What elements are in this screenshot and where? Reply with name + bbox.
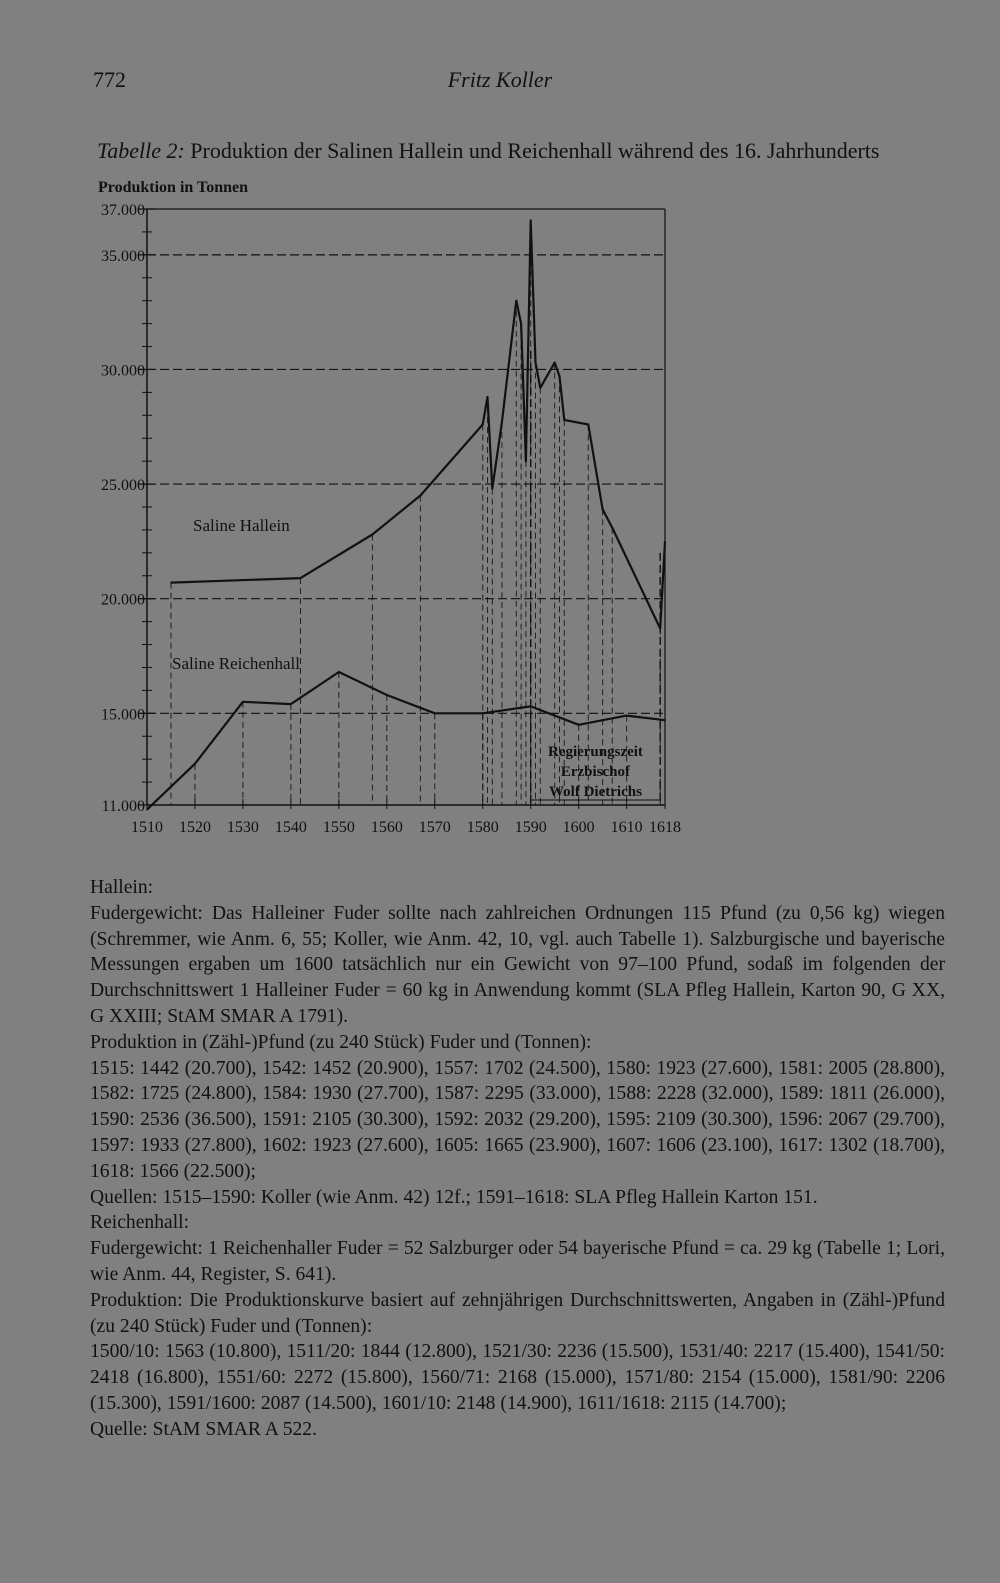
data-point-hallein — [602, 508, 604, 510]
data-point-reichenhall — [194, 763, 196, 765]
data-point-reichenhall — [386, 694, 388, 696]
section-heading: Hallein: — [90, 877, 154, 898]
reign-annotation: Wolf Dietrichs — [549, 784, 642, 800]
data-point-hallein — [300, 577, 302, 579]
section-heading: Reichenhall: — [90, 1212, 190, 1234]
data-point-hallein — [170, 582, 172, 584]
series-label-hallein: Saline Hallein — [193, 516, 290, 535]
data-point-hallein — [554, 362, 556, 364]
data-point-hallein — [492, 488, 494, 490]
reign-annotation: Regierungszeit — [547, 744, 643, 760]
data-point-reichenhall — [626, 715, 628, 717]
paragraph: Quelle: StAM SMAR A 522. — [90, 1418, 317, 1440]
y-tick-label: 11.000 — [101, 798, 145, 815]
x-tick-label: 1580 — [466, 819, 499, 836]
data-point-reichenhall — [146, 809, 148, 811]
data-point-reichenhall — [242, 701, 244, 703]
caption-label: Tabelle 2: — [97, 138, 185, 163]
x-tick-label: 1590 — [514, 819, 547, 836]
reign-annotation: Erzbischof — [560, 764, 631, 780]
paragraph: Fudergewicht: Das Halleiner Fuder sollte nach zahlreichen Ordnungen 115 Pfund (zu 0,56 kg) wiegen (Schremmer, wie Anm. 6, 55; Koller, wie Anm. 42, 10, vgl. auch Tabelle 1). Salzburgische und bayerische Messungen ergaben um 1600 tatsächlich nur ein Gewicht von 97–100 Pfund, sodaß im folgenden der Durchschnittswert 1 Halleiner Fuder = 60 kg in Anwendung kommt (SLA Pfleg Hallein, Karton 90, G XX, G XXIII; StAM SMAR A 1791). — [90, 902, 945, 1027]
data-point-hallein — [535, 362, 537, 364]
data-point-hallein — [611, 527, 613, 529]
data-point-reichenhall — [664, 719, 666, 721]
data-point-reichenhall — [578, 724, 580, 726]
data-point-reichenhall — [290, 703, 292, 705]
body-text — [90, 875, 945, 1443]
data-point-hallein — [516, 300, 518, 302]
data-point-hallein — [420, 495, 422, 497]
x-tick-label: 1600 — [562, 819, 595, 836]
y-tick-label: 35.000 — [101, 247, 145, 265]
data-point-hallein — [530, 220, 532, 222]
x-tick-label: 1510 — [131, 819, 163, 836]
x-tick-label: 1618 — [649, 819, 681, 836]
data-point-hallein — [487, 396, 489, 398]
data-point-hallein — [664, 541, 666, 543]
series-label-reichenhall: Saline Reichenhall — [172, 654, 300, 673]
data-point-hallein — [520, 323, 522, 325]
y-tick-label: 30.000 — [101, 362, 145, 380]
data-point-reichenhall — [434, 713, 436, 715]
caption-text: Produktion der Salinen Hallein und Reichenhall während des 16. Jahrhunderts — [190, 138, 880, 163]
y-tick-label: 20.000 — [101, 591, 145, 609]
paragraph: 1515: 1442 (20.700), 1542: 1452 (20.900), 1557: 1702 (24.500), 1580: 1923 (27.600), 1581: 2005 (28.800), 1582: 1725 (24.800), 1584: 1930 (27.700), 1587: 2295 (33.000), 1588: 2228 (32.000), 1589: 1811 (26.000), 1590: 2536 (36.500), 1591: 2105 (30.300), 1592: 2032 (29.200), 1595: 2109 (30.300), 1596: 2067 (29.700), 1597: 1933 (27.800), 1602: 1923 (27.600), 1605: 1665 (23.900), 1607: 1606 (23.100), 1617: 1302 (18.700), 1618: 1566 (22.500); — [90, 1057, 945, 1182]
y-tick-label: 25.000 — [101, 477, 145, 495]
data-point-reichenhall — [482, 713, 484, 715]
paragraph: Quellen: 1515–1590: Koller (wie Anm. 42) 12f.; 1591–1618: SLA Pfleg Hallein Karton 151. — [90, 1186, 818, 1208]
paragraph: 1500/10: 1563 (10.800), 1511/20: 1844 (12.800), 1521/30: 2236 (15.500), 1531/40: 2217 (15.400), 1541/50: 2418 (16.800), 1551/60: 2272 (15.800), 1560/71: 2168 (15.000), 1571/80: 2154 (15.000), 1581/90: 2206 (15.300), 1591/1600: 2087 (14.500), 1601/10: 2148 (14.900), 1611/1618: 2115 (14.700); — [90, 1341, 945, 1414]
y-tick-label: 37.000 — [101, 202, 145, 219]
page-number: 772 — [93, 67, 126, 92]
data-point-hallein — [525, 460, 527, 462]
x-tick-label: 1520 — [178, 819, 211, 836]
x-tick-label: 1550 — [322, 819, 355, 836]
y-axis-title: Produktion in Tonnen — [98, 179, 249, 196]
data-point-hallein — [559, 376, 561, 378]
data-point-hallein — [372, 534, 374, 536]
x-tick-label: 1530 — [226, 819, 259, 836]
x-tick-label: 1570 — [418, 819, 451, 836]
y-tick-label: 15.000 — [101, 706, 145, 724]
x-tick-label: 1610 — [610, 819, 643, 836]
paragraph: Fudergewicht: 1 Reichenhaller Fuder = 52 Salzburger oder 54 bayerische Pfund = ca. 29 kg (Tabelle 1; Lori, wie Anm. 44, Register, S. 641). — [90, 1238, 945, 1285]
data-point-hallein — [482, 424, 484, 426]
data-point-reichenhall — [338, 671, 340, 673]
data-point-hallein — [501, 421, 503, 423]
paragraph: Produktion: Die Produktionskurve basiert auf zehnjährigen Durchschnittswerten, Angaben in (Zähl-)Pfund (zu 240 Stück) Fuder und (Tonnen): — [90, 1289, 945, 1337]
data-point-hallein — [563, 419, 565, 421]
x-tick-label: 1560 — [370, 819, 403, 836]
section-heading: Produktion in (Zähl-)Pfund (zu 240 Stück) Fuder und (Tonnen): — [90, 1031, 592, 1053]
x-tick-label: 1540 — [274, 819, 307, 836]
series-line-hallein — [171, 221, 665, 629]
running-head: Fritz Koller — [447, 67, 553, 92]
data-point-hallein — [587, 424, 589, 426]
data-point-hallein — [539, 387, 541, 389]
